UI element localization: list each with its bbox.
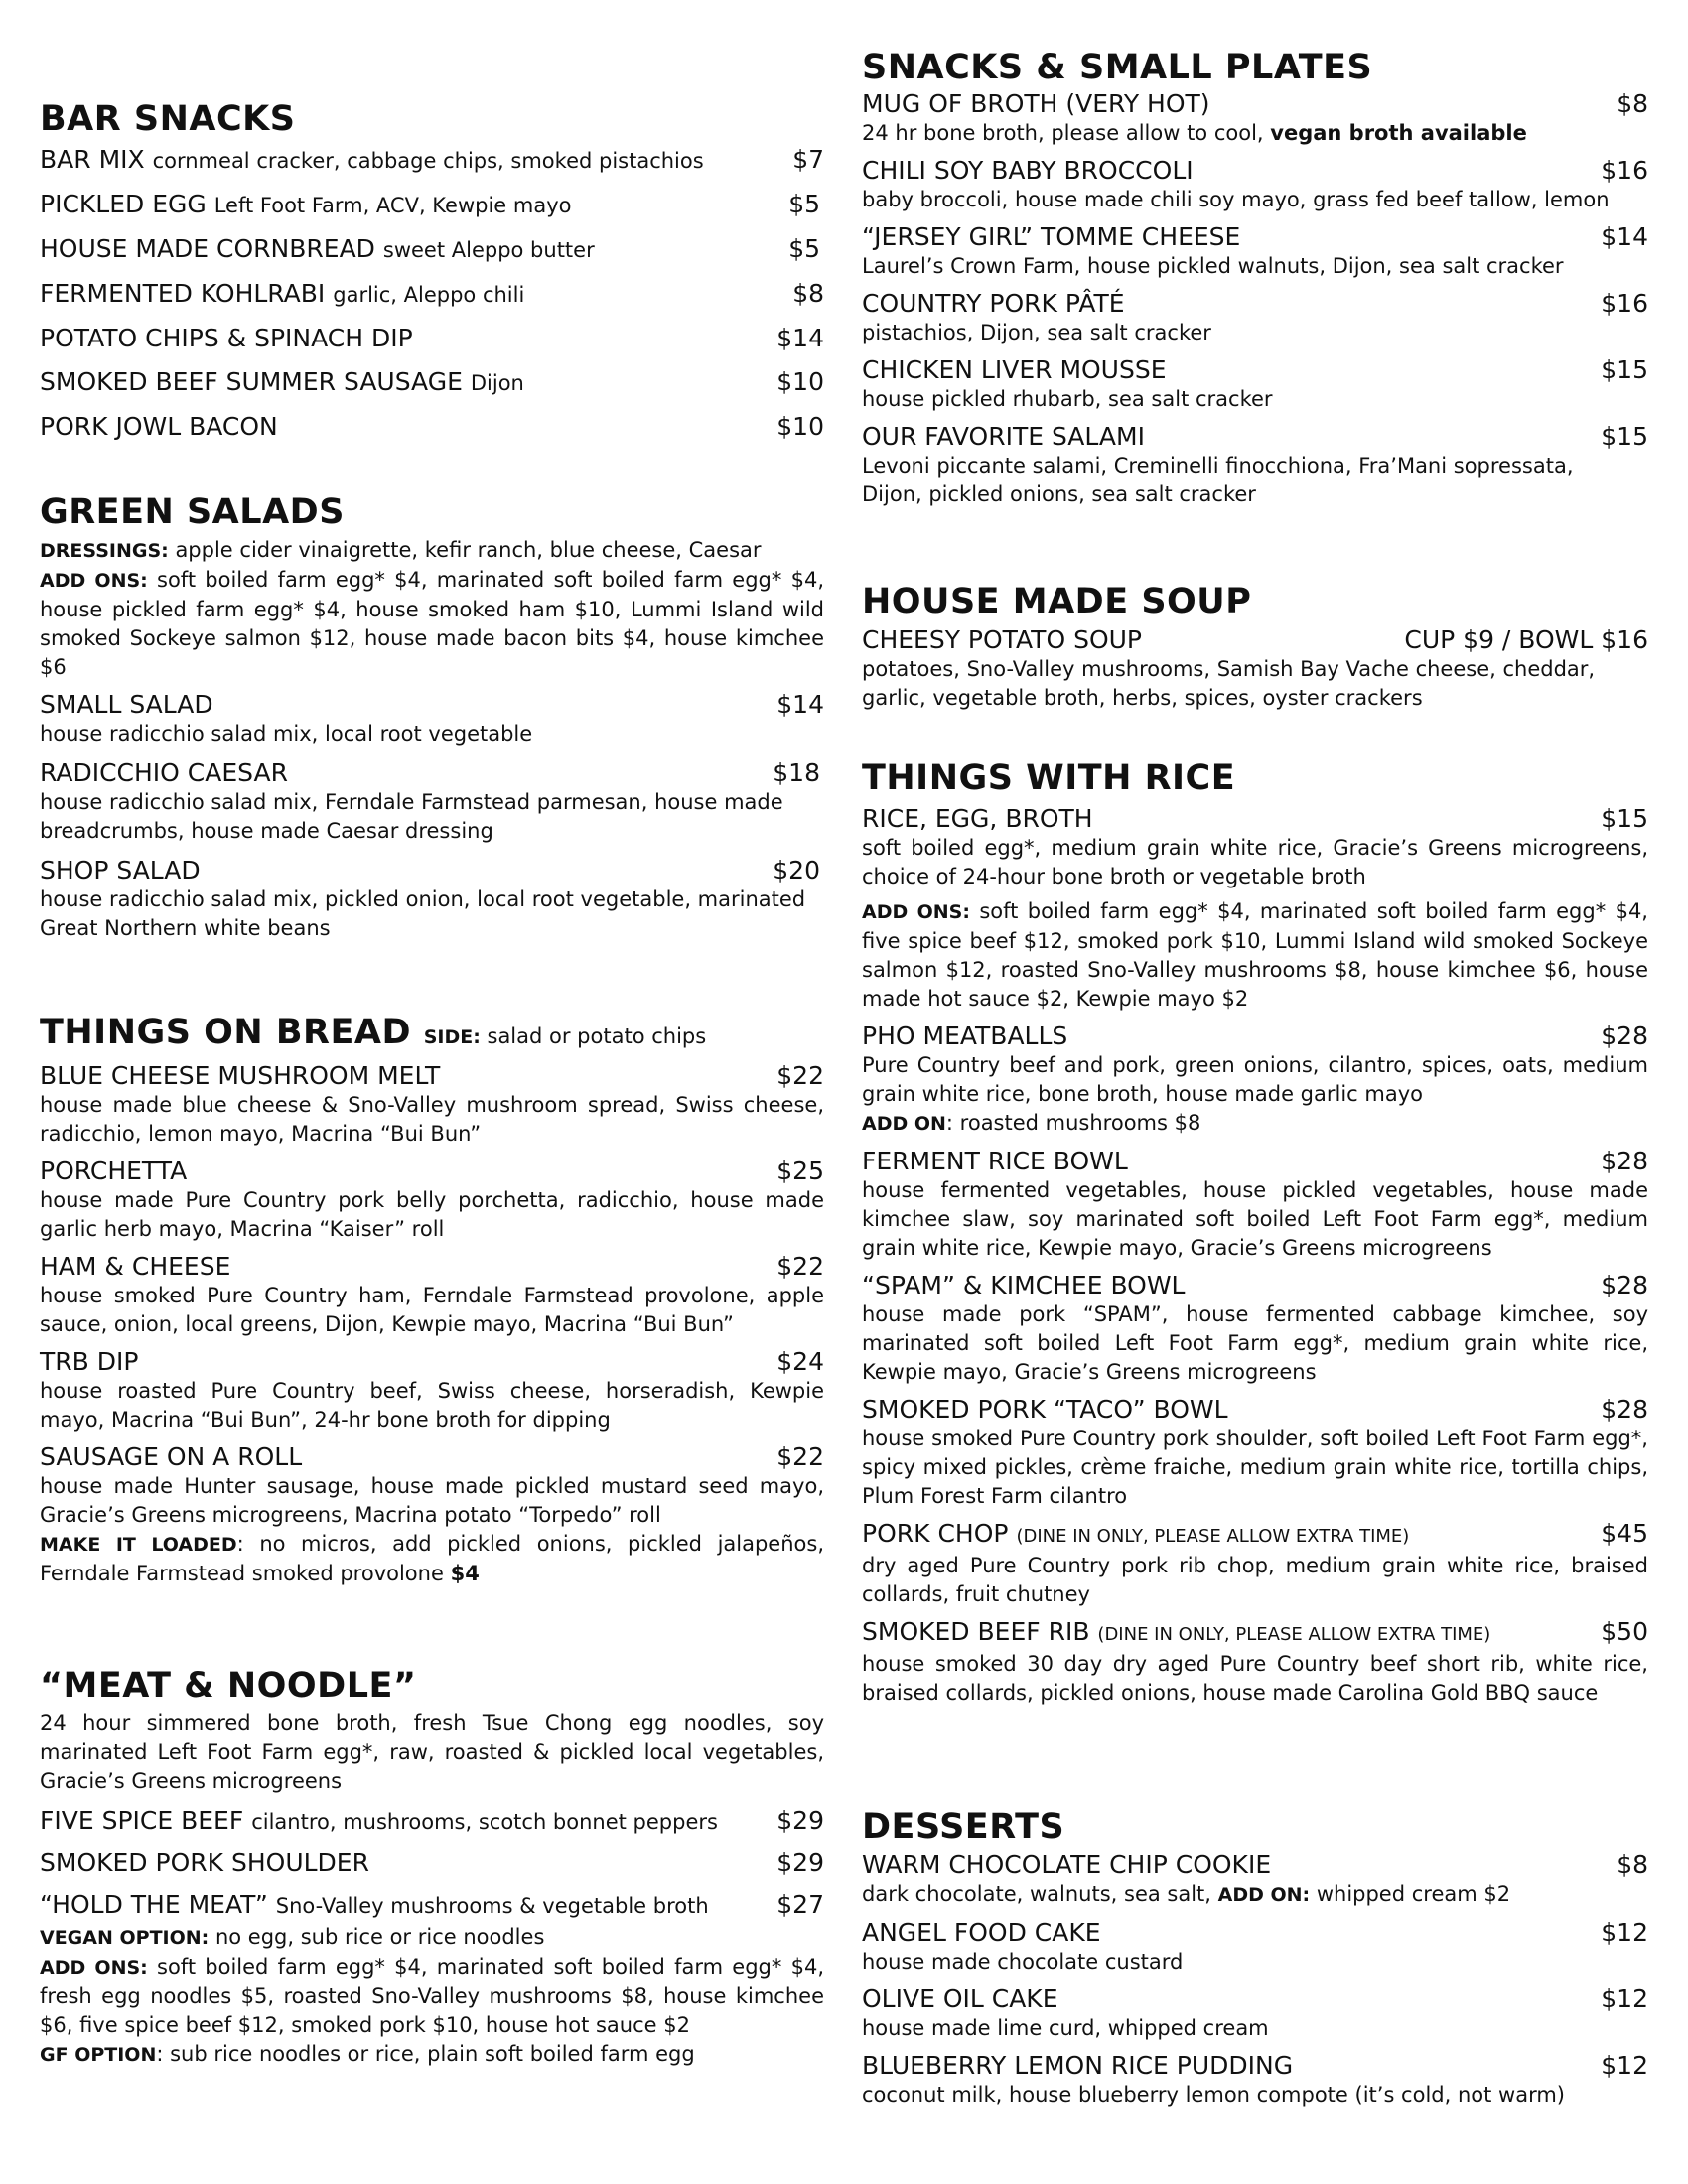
item-name: OUR FAVORITE SALAMI: [862, 422, 1145, 451]
item-price: CUP $9 / BOWL $16: [1404, 625, 1648, 654]
item-desc: potatoes, Sno-Valley mushrooms, Samish Bay Vache cheese, cheddar,: [862, 657, 1596, 681]
item-desc: house made blue cheese & Sno-Valley mushroom spread, Swiss cheese, radicchio, lemon mayo, Macrina “Bui Bun”: [40, 1093, 824, 1146]
item-name: RICE, EGG, BROTH: [862, 804, 1093, 833]
menu-item-sausage-roll: [40, 1442, 824, 1472]
item-price: $28: [1601, 1271, 1648, 1299]
item-desc: dry aged Pure Country pork rib chop, medium grain white rice, braised collards, fruit chutney: [862, 1554, 1648, 1606]
menu-item-cornbread: [40, 234, 824, 265]
item-name: PORCHETTA: [40, 1157, 188, 1185]
note-label: GF OPTION: [40, 2044, 157, 2066]
menu-item-small-salad: [40, 690, 824, 720]
menu-item-pickled-egg: [40, 190, 824, 220]
menu-item-shop-salad: [40, 856, 824, 886]
item-price: $15: [1601, 355, 1648, 384]
item-inline-desc: cilantro, mushrooms, scotch bonnet peppers: [251, 1810, 718, 1834]
item-name: FIVE SPICE BEEF: [40, 1806, 244, 1835]
item-name: “HOLD THE MEAT”: [40, 1890, 268, 1919]
item-desc: house made Hunter sausage, house made pickled mustard seed mayo, Gracie’s Greens microgreens, Macrina potato “Torpedo” roll: [40, 1474, 824, 1527]
menu-item-tomme-cheese: [862, 222, 1648, 252]
item-price: $22: [776, 1061, 824, 1090]
item-price: $14: [1601, 222, 1648, 251]
dressings-note: [40, 536, 824, 566]
addons-note: [40, 566, 824, 682]
green-salads-heading: GREEN SALADS: [40, 492, 345, 532]
addons-note: [40, 1953, 824, 2040]
meat-noodle-intro: 24 hour simmered bone broth, fresh Tsue Chong egg noodles, soy marinated Left Foot Farm egg*, raw, roasted & pickled local vegetables, Gracie’s Greens microgreens: [40, 1711, 824, 1793]
note-label: ADD ONS:: [862, 901, 970, 923]
item-desc: Laurel’s Crown Farm, house pickled walnuts, Dijon, sea salt cracker: [862, 254, 1564, 278]
item-desc: house radicchio salad mix, pickled onion, local root vegetable, marinated: [40, 887, 806, 911]
note-label: DRESSINGS:: [40, 540, 169, 562]
note-price: $4: [450, 1562, 480, 1585]
item-price: $16: [1601, 156, 1648, 185]
item-name: OLIVE OIL CAKE: [862, 1984, 1058, 2013]
item-desc: house pickled rhubarb, sea salt cracker: [862, 387, 1273, 411]
item-price: $15: [1601, 422, 1648, 451]
item-desc: Levoni piccante salami, Creminelli finocchiona, Fra’Mani sopressata,: [862, 454, 1574, 478]
menu-item-five-spice-beef: [40, 1806, 824, 1837]
things-on-bread-heading: [40, 1011, 824, 1059]
heading-text: THINGS ON BREAD: [40, 1013, 412, 1052]
item-inline-desc: Left Foot Farm, ACV, Kewpie mayo: [213, 194, 572, 217]
item-note: (DINE IN ONLY, PLEASE ALLOW EXTRA TIME): [1097, 1624, 1491, 1645]
desc-text: dark chocolate, walnuts, sea salt,: [862, 1882, 1218, 1906]
bar-snacks-section: [40, 97, 824, 442]
menu-item-rice-pudding: [862, 2051, 1648, 2081]
menu-item-trb-dip: [40, 1347, 824, 1377]
item-desc: house radicchio salad mix, local root vegetable: [40, 722, 533, 746]
menu-item-pork-pate: [862, 289, 1648, 319]
menu-item-chips-dip: [40, 324, 824, 353]
item-name: HOUSE MADE CORNBREAD: [40, 234, 375, 263]
menu-item-cookie: [862, 1850, 1648, 1880]
note-label: VEGAN OPTION:: [40, 1927, 210, 1949]
item-desc: house radicchio salad mix, Ferndale Farmstead parmesan, house made: [40, 790, 783, 814]
menu-item-summer-sausage: [40, 367, 824, 398]
note-label: ADD ON: [862, 1113, 946, 1135]
item-name: RADICCHIO CAESAR: [40, 758, 288, 787]
item-desc: baby broccoli, house made chili soy mayo, grass fed beef tallow, lemon: [862, 188, 1610, 211]
desc-text: 24 hr bone broth, please allow to cool,: [862, 121, 1271, 145]
item-price: $16: [1601, 289, 1648, 318]
desc-addon-label: ADD ON:: [1217, 1884, 1311, 1906]
item-desc: [862, 119, 1648, 148]
menu-item-ham-cheese: [40, 1252, 824, 1282]
menu-item-hold-the-meat: [40, 1890, 824, 1921]
meat-noodle-heading: “MEAT & NOODLE”: [40, 1666, 417, 1706]
item-desc: Dijon, pickled onions, sea salt cracker: [862, 482, 1256, 506]
item-price: $8: [792, 279, 824, 308]
things-on-bread-section: [40, 1011, 824, 1588]
item-note: (DINE IN ONLY, PLEASE ALLOW EXTRA TIME): [1016, 1526, 1410, 1547]
item-name: “JERSEY GIRL” TOMME CHEESE: [862, 222, 1241, 251]
menu-item-jowl-bacon: [40, 412, 824, 442]
item-name: BAR MIX: [40, 145, 145, 174]
item-inline-desc: Dijon: [470, 371, 524, 395]
item-desc: Great Northern white beans: [40, 916, 331, 940]
menu-item-pho-meatballs: [862, 1022, 1648, 1051]
things-with-rice-section: [862, 756, 1648, 1707]
item-name: HAM & CHEESE: [40, 1252, 231, 1281]
item-price: $27: [776, 1890, 824, 1919]
item-inline-desc: cornmeal cracker, cabbage chips, smoked pistachios: [152, 149, 704, 173]
note-text: apple cider vinaigrette, kefir ranch, blue cheese, Caesar: [175, 538, 762, 562]
side-text: salad or potato chips: [487, 1024, 707, 1048]
item-name: PORK JOWL BACON: [40, 412, 278, 441]
menu-item-kohlrabi: [40, 279, 824, 310]
item-name: TRB DIP: [40, 1347, 139, 1376]
item-price: $7: [792, 145, 824, 174]
item-desc: house fermented vegetables, house pickled vegetables, house made kimchee slaw, soy marinated soft boiled Left Foot Farm egg*, medium grain white rice, Kewpie mayo, Gracie’s Greens microgreens: [862, 1178, 1648, 1260]
gf-option-note: [40, 2040, 824, 2070]
soup-heading: HOUSE MADE SOUP: [862, 582, 1252, 621]
note-text: soft boiled farm egg* $4, marinated soft boiled farm egg* $4, house pickled farm egg* $4, house smoked ham $10, Lummi Island wild smoked Sockeye salmon $12, house made bacon bits $4, house kimchee $6: [40, 568, 824, 679]
item-name: CHILI SOY BABY BROCCOLI: [862, 156, 1194, 185]
note-label: MAKE IT LOADED: [40, 1534, 237, 1556]
menu-item-porchetta: [40, 1157, 824, 1186]
meat-noodle-section: [40, 1664, 824, 2070]
note-text: : roasted mushrooms $8: [945, 1111, 1201, 1135]
item-desc: house made chocolate custard: [862, 1950, 1184, 1974]
menu-item-potato-soup: [862, 625, 1648, 655]
item-inline-desc: sweet Aleppo butter: [382, 238, 595, 262]
menu-item-pork-chop: [862, 1519, 1648, 1552]
item-price: $5: [788, 190, 820, 218]
item-desc: breadcrumbs, house made Caesar dressing: [40, 819, 493, 843]
pho-addon-note: [862, 1109, 1648, 1139]
desc-bold: vegan broth available: [1270, 121, 1527, 145]
rice-heading: THINGS WITH RICE: [862, 758, 1236, 798]
item-name: SMOKED PORK “TACO” BOWL: [862, 1395, 1228, 1424]
menu-item-spam-kimchee-bowl: [862, 1271, 1648, 1300]
item-name: POTATO CHIPS & SPINACH DIP: [40, 324, 413, 352]
item-desc: house smoked Pure Country ham, Ferndale Farmstead provolone, apple sauce, onion, local greens, Dijon, Kewpie mayo, Macrina “Bui Bun”: [40, 1284, 824, 1336]
note-label: ADD ONS:: [40, 570, 148, 592]
menu-item-liver-mousse: [862, 355, 1648, 385]
item-price: $12: [1601, 1918, 1648, 1947]
menu-item-taco-bowl: [862, 1395, 1648, 1425]
item-desc: garlic, vegetable broth, herbs, spices, oyster crackers: [862, 686, 1423, 710]
item-name: “SPAM” & KIMCHEE BOWL: [862, 1271, 1186, 1299]
make-it-loaded-note: [40, 1530, 824, 1588]
item-price: $18: [773, 758, 820, 787]
item-name: SHOP SALAD: [40, 856, 201, 885]
menu-item-baby-broccoli: [862, 156, 1648, 186]
side-label: SIDE:: [423, 1026, 481, 1048]
item-name: SMOKED BEEF SUMMER SAUSAGE: [40, 367, 463, 396]
menu-item-smoked-pork-shoulder: [40, 1848, 824, 1878]
menu-item-mushroom-melt: [40, 1061, 824, 1091]
item-price: $28: [1601, 1022, 1648, 1050]
item-price: $25: [776, 1157, 824, 1185]
item-price: $29: [776, 1848, 824, 1877]
item-price: $8: [1617, 89, 1648, 118]
item-name: SAUSAGE ON A ROLL: [40, 1442, 303, 1471]
item-name: MUG OF BROTH (VERY HOT): [862, 89, 1210, 118]
item-desc: house smoked Pure Country pork shoulder, soft boiled Left Foot Farm egg*, spicy mixed pickles, crème fraiche, medium grain white rice, tortilla chips, Plum Forest Farm cilantro: [862, 1427, 1648, 1508]
item-desc: [862, 1880, 1648, 1910]
menu-item-olive-oil-cake: [862, 1984, 1648, 2014]
menu-item-salami: [862, 422, 1648, 452]
item-price: $20: [773, 856, 820, 885]
item-price: $10: [776, 367, 824, 396]
item-price: $12: [1601, 1984, 1648, 2013]
item-desc: house made lime curd, whipped cream: [862, 2016, 1269, 2040]
item-price: $29: [776, 1806, 824, 1835]
item-price: $5: [788, 234, 820, 263]
desserts-heading: DESSERTS: [862, 1807, 1065, 1846]
soup-section: [862, 580, 1648, 713]
item-name: ANGEL FOOD CAKE: [862, 1918, 1101, 1947]
item-name: BLUE CHEESE MUSHROOM MELT: [40, 1061, 441, 1090]
snacks-heading: SNACKS & SMALL PLATES: [862, 48, 1373, 87]
item-price: $45: [1601, 1519, 1648, 1548]
item-desc: house made Pure Country pork belly porchetta, radicchio, house made garlic herb mayo, Macrina “Kaiser” roll: [40, 1188, 824, 1241]
note-text: : sub rice noodles or rice, plain soft boiled farm egg: [156, 2042, 695, 2066]
item-price: $22: [776, 1252, 824, 1281]
item-name: PORK CHOP: [862, 1519, 1009, 1548]
menu-item-mug-of-broth: [862, 89, 1648, 119]
item-price: $15: [1601, 804, 1648, 833]
item-price: $28: [1601, 1395, 1648, 1424]
item-desc: soft boiled egg*, medium grain white rice, Gracie’s Greens microgreens, choice of 24-hour bone broth or vegetable broth: [862, 836, 1648, 888]
item-inline-desc: garlic, Aleppo chili: [333, 283, 525, 307]
item-name: WARM CHOCOLATE CHIP COOKIE: [862, 1850, 1272, 1879]
note-text: soft boiled farm egg* $4, marinated soft boiled farm egg* $4, fresh egg noodles $5, roasted Sno-Valley mushrooms $8, house kimchee $6, five spice beef $12, smoked pork $10, house hot sauce $2: [40, 1955, 824, 2037]
note-text: soft boiled farm egg* $4, marinated soft boiled farm egg* $4, five spice beef $12, smoked pork $10, Lummi Island wild smoked Sockeye salmon $12, roasted Sno-Valley mushrooms $8, house kimchee $6, house made hot sauce $2, Kewpie mayo $2: [862, 899, 1648, 1011]
item-name: SMOKED BEEF RIB: [862, 1617, 1090, 1646]
menu-item-rice-egg-broth: [862, 804, 1648, 834]
item-name: PHO MEATBALLS: [862, 1022, 1068, 1050]
desserts-section: [862, 1805, 1648, 2110]
vegan-option-note: [40, 1923, 824, 1953]
item-name: FERMENTED KOHLRABI: [40, 279, 326, 308]
item-price: $50: [1601, 1617, 1648, 1646]
item-name: SMALL SALAD: [40, 690, 213, 719]
item-price: $12: [1601, 2051, 1648, 2080]
item-name: SMOKED PORK SHOULDER: [40, 1848, 369, 1877]
addons-note: [862, 897, 1648, 1014]
menu-item-ferment-rice-bowl: [862, 1147, 1648, 1176]
item-name: BLUEBERRY LEMON RICE PUDDING: [862, 2051, 1294, 2080]
desc-addon-text: whipped cream $2: [1310, 1882, 1511, 1906]
item-desc: house smoked 30 day dry aged Pure Country beef short rib, white rice, braised collards, pickled onions, house made Carolina Gold BBQ sauce: [862, 1652, 1648, 1705]
item-price: $24: [776, 1347, 824, 1376]
note-label: ADD ONS:: [40, 1957, 148, 1979]
item-price: $28: [1601, 1147, 1648, 1175]
note-text: no egg, sub rice or rice noodles: [214, 1925, 545, 1949]
item-desc: house roasted Pure Country beef, Swiss cheese, horseradish, Kewpie mayo, Macrina “Bui Bun”, 24-hr bone broth for dipping: [40, 1379, 824, 1432]
green-salads-section: [40, 490, 824, 943]
item-price: $14: [776, 324, 824, 352]
item-name: CHEESY POTATO SOUP: [862, 625, 1142, 654]
item-price: $14: [776, 690, 824, 719]
item-price: $10: [776, 412, 824, 441]
item-price: $8: [1617, 1850, 1648, 1879]
menu-item-angel-food-cake: [862, 1918, 1648, 1948]
note-text: : no micros, add pickled onions, pickled jalapeños, Ferndale Farmstead smoked provolone: [40, 1532, 825, 1585]
item-name: PICKLED EGG: [40, 190, 207, 218]
item-inline-desc: Sno-Valley mushrooms & vegetable broth: [275, 1894, 709, 1918]
snacks-small-plates-section: [862, 46, 1648, 509]
item-desc: house made pork “SPAM”, house fermented cabbage kimchee, soy marinated soft boiled Left Foot Farm egg*, medium grain white rice, Kewpie mayo, Gracie’s Greens microgreens: [862, 1302, 1648, 1384]
item-desc: coconut milk, house blueberry lemon compote (it’s cold, not warm): [862, 2083, 1565, 2107]
menu-item-radicchio-caesar: [40, 758, 824, 788]
item-price: $22: [776, 1442, 824, 1471]
bar-snacks-heading: BAR SNACKS: [40, 99, 296, 139]
item-desc: pistachios, Dijon, sea salt cracker: [862, 321, 1211, 344]
item-desc: Pure Country beef and pork, green onions, cilantro, spices, oats, medium grain white rice, bone broth, house made garlic mayo: [862, 1053, 1648, 1106]
item-name: FERMENT RICE BOWL: [862, 1147, 1128, 1175]
item-name: CHICKEN LIVER MOUSSE: [862, 355, 1167, 384]
menu-item-bar-mix: [40, 145, 824, 176]
item-name: COUNTRY PORK PÂTÉ: [862, 289, 1125, 318]
menu-item-smoked-beef-rib: [862, 1617, 1648, 1650]
